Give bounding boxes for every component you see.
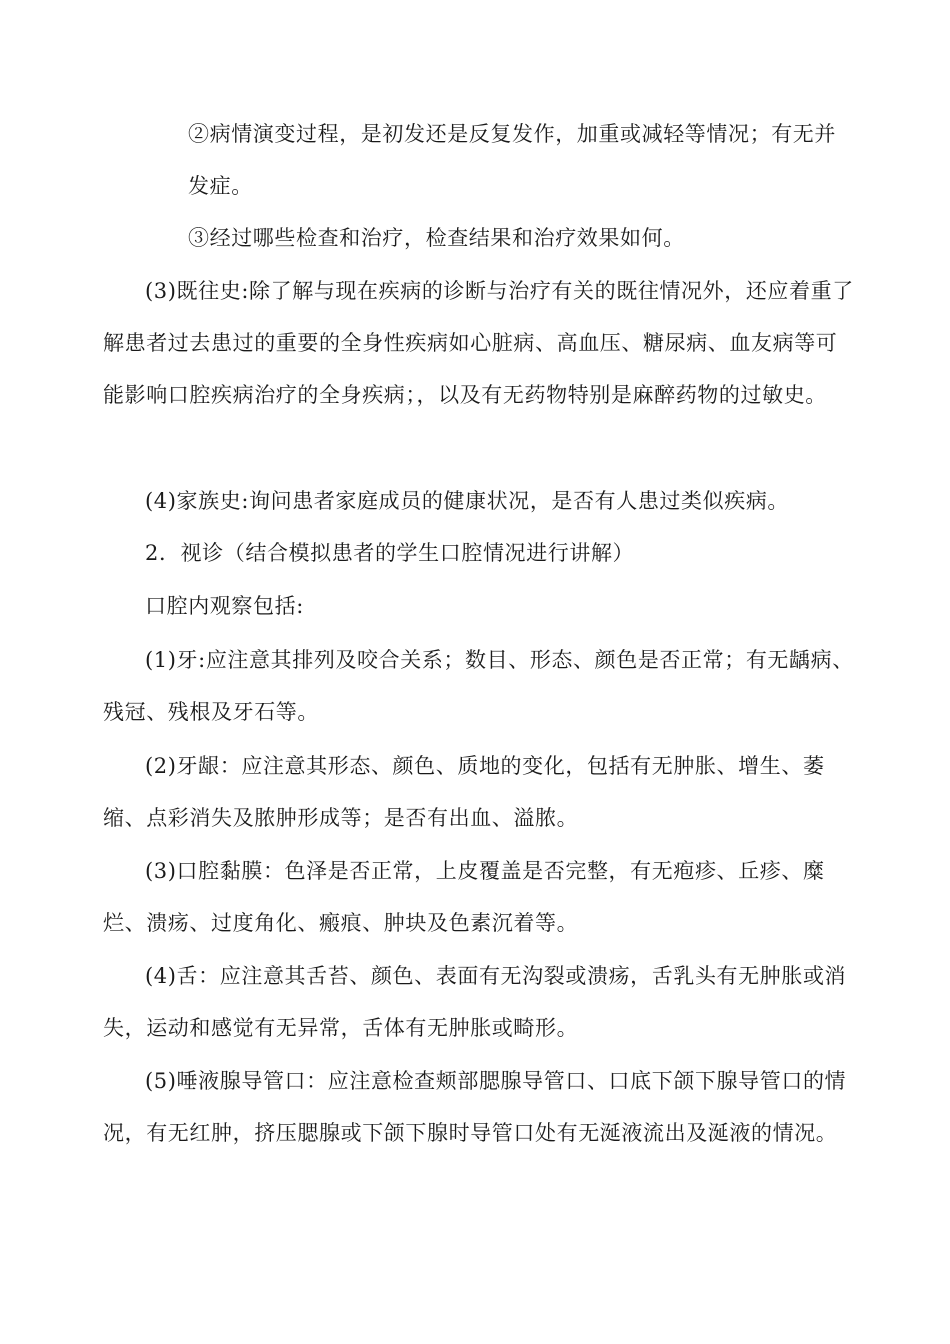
- paragraph-oral-mucosa: (3)口腔黏膜：色泽是否正常，上皮覆盖是否完整，有无疱疹、丘疹、糜烂、溃疡、过度角化、瘢痕、肿块及色素沉着等。: [103, 859, 825, 935]
- paragraph-teeth: (1)牙:应注意其排列及咬合关系；数目、形态、颜色是否正常；有无龋病、残冠、残根及牙石等。: [103, 648, 854, 724]
- paragraph-salivary-gland-duct: (5)唾液腺导管口：应注意检查颊部腮腺导管口、口底下颌下腺导管口的情况，有无红肿，挤压腮腺或下颌下腺时导管口处有无涎液流出及涎液的情况。: [103, 1069, 847, 1145]
- paragraph-past-history: (3)既往史:除了解与现在疾病的诊断与治疗有关的既往情况外，还应着重了解患者过去患过的重要的全身性疾病如心脏病、高血压、糖尿病、血友病等可能影响口腔疾病治疗的全身疾病；，以及有无药物特别是麻醉药物的过敏史。: [103, 279, 854, 407]
- paragraph-oral-observation-intro: 口腔内观察包括:: [145, 594, 304, 618]
- paragraph-gingiva: (2)牙龈：应注意其形态、颜色、质地的变化，包括有无肿胀、增生、萎缩、点彩消失及脓肿形成等；是否有出血、溢脓。: [103, 754, 825, 830]
- paragraph-disease-progression: ②病情演变过程，是初发还是反复发作，加重或减轻等情况；有无并发症。: [188, 122, 836, 198]
- paragraph-examinations: ③经过哪些检查和治疗，检查结果和治疗效果如何。: [188, 226, 685, 250]
- paragraph-family-history: (4)家族史:询问患者家庭成员的健康状况，是否有人患过类似疾病。: [145, 489, 790, 513]
- paragraph-tongue: (4)舌：应注意其舌苔、颜色、表面有无沟裂或溃疡，舌乳头有无肿胀或消失，运动和感觉有无异常，舌体有无肿胀或畸形。: [103, 964, 847, 1040]
- section-heading-inspection: 2．视诊（结合模拟患者的学生口腔情况进行讲解）: [145, 541, 635, 565]
